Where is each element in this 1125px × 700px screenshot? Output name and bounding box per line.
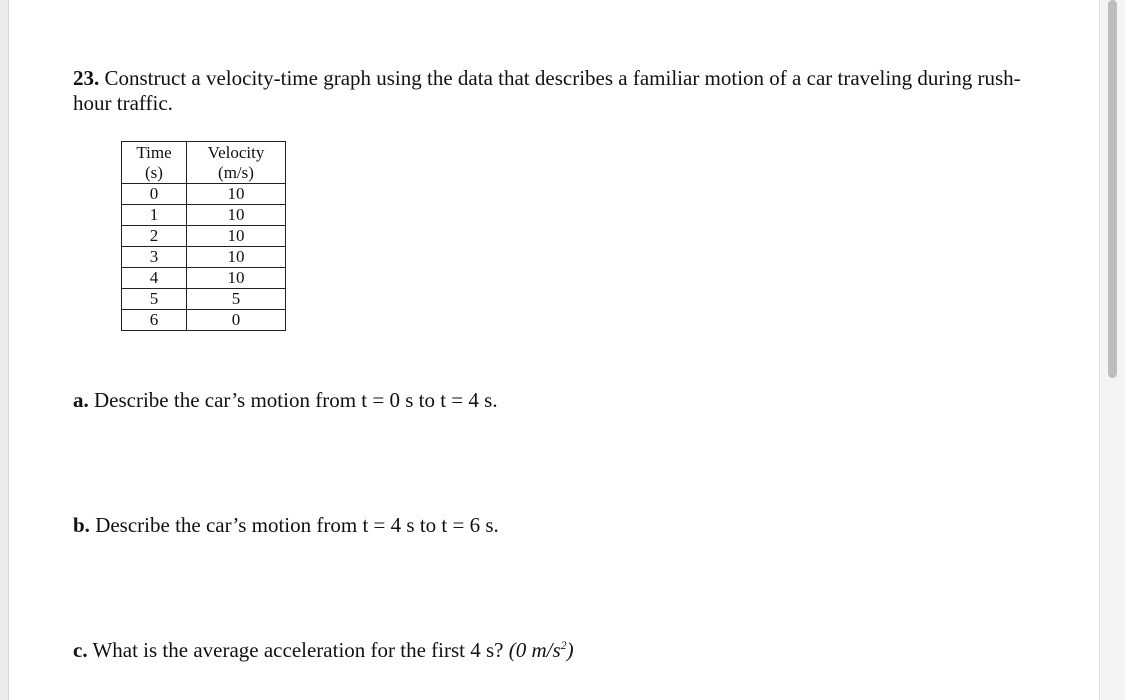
part-a-text: Describe the car’s motion from t = 0 s to t = 4 s. <box>88 388 498 412</box>
scrollbar-thumb[interactable] <box>1108 0 1117 378</box>
velocity-cell: 10 <box>187 268 286 289</box>
header-time <box>122 142 187 184</box>
part-b-question <box>73 513 499 538</box>
time-cell: 3 <box>122 247 187 268</box>
hint-close: ) <box>566 638 574 662</box>
hint-exponent: 2 <box>560 638 567 652</box>
table-row <box>122 184 286 205</box>
table-row <box>122 289 286 310</box>
table-header-row <box>122 142 286 184</box>
time-cell: 5 <box>122 289 187 310</box>
part-a-label: a. <box>73 388 89 412</box>
header-velocity-label: Velocity <box>207 143 265 162</box>
velocity-cell: 0 <box>187 310 286 331</box>
question-text: Construct a velocity-time graph using the data that describes a familiar motion of a car traveling during rush-hour traffic. <box>73 66 1021 115</box>
time-cell: 0 <box>122 184 187 205</box>
scrollbar-track[interactable] <box>1099 0 1125 700</box>
time-cell: 2 <box>122 226 187 247</box>
time-cell: 1 <box>122 205 187 226</box>
table-row <box>122 205 286 226</box>
header-time-label: Time <box>136 143 172 162</box>
part-b-label: b. <box>73 513 90 537</box>
question-number: 23. <box>73 66 100 90</box>
table-row <box>122 268 286 289</box>
table-row <box>122 247 286 268</box>
velocity-cell: 10 <box>187 226 286 247</box>
part-c-text: What is the average acceleration for the first 4 s? <box>87 638 509 662</box>
velocity-cell: 10 <box>187 205 286 226</box>
part-c-label: c. <box>73 638 88 662</box>
part-c-answer-hint <box>509 638 574 662</box>
page-left-edge <box>0 0 9 700</box>
table-row <box>122 226 286 247</box>
header-velocity <box>187 142 286 184</box>
time-velocity-table <box>121 141 286 331</box>
velocity-cell: 10 <box>187 247 286 268</box>
header-time-unit: (s) <box>145 163 163 182</box>
hint-open: (0 m/s <box>508 638 561 662</box>
part-c-question <box>73 638 574 663</box>
time-cell: 4 <box>122 268 187 289</box>
time-cell: 6 <box>122 310 187 331</box>
header-velocity-unit: (m/s) <box>218 163 254 182</box>
velocity-cell: 10 <box>187 184 286 205</box>
part-b-text: Describe the car’s motion from t = 4 s to t = 6 s. <box>89 513 499 537</box>
part-a-question <box>73 388 498 413</box>
question-23 <box>73 66 1033 116</box>
table-row <box>122 310 286 331</box>
velocity-cell: 5 <box>187 289 286 310</box>
